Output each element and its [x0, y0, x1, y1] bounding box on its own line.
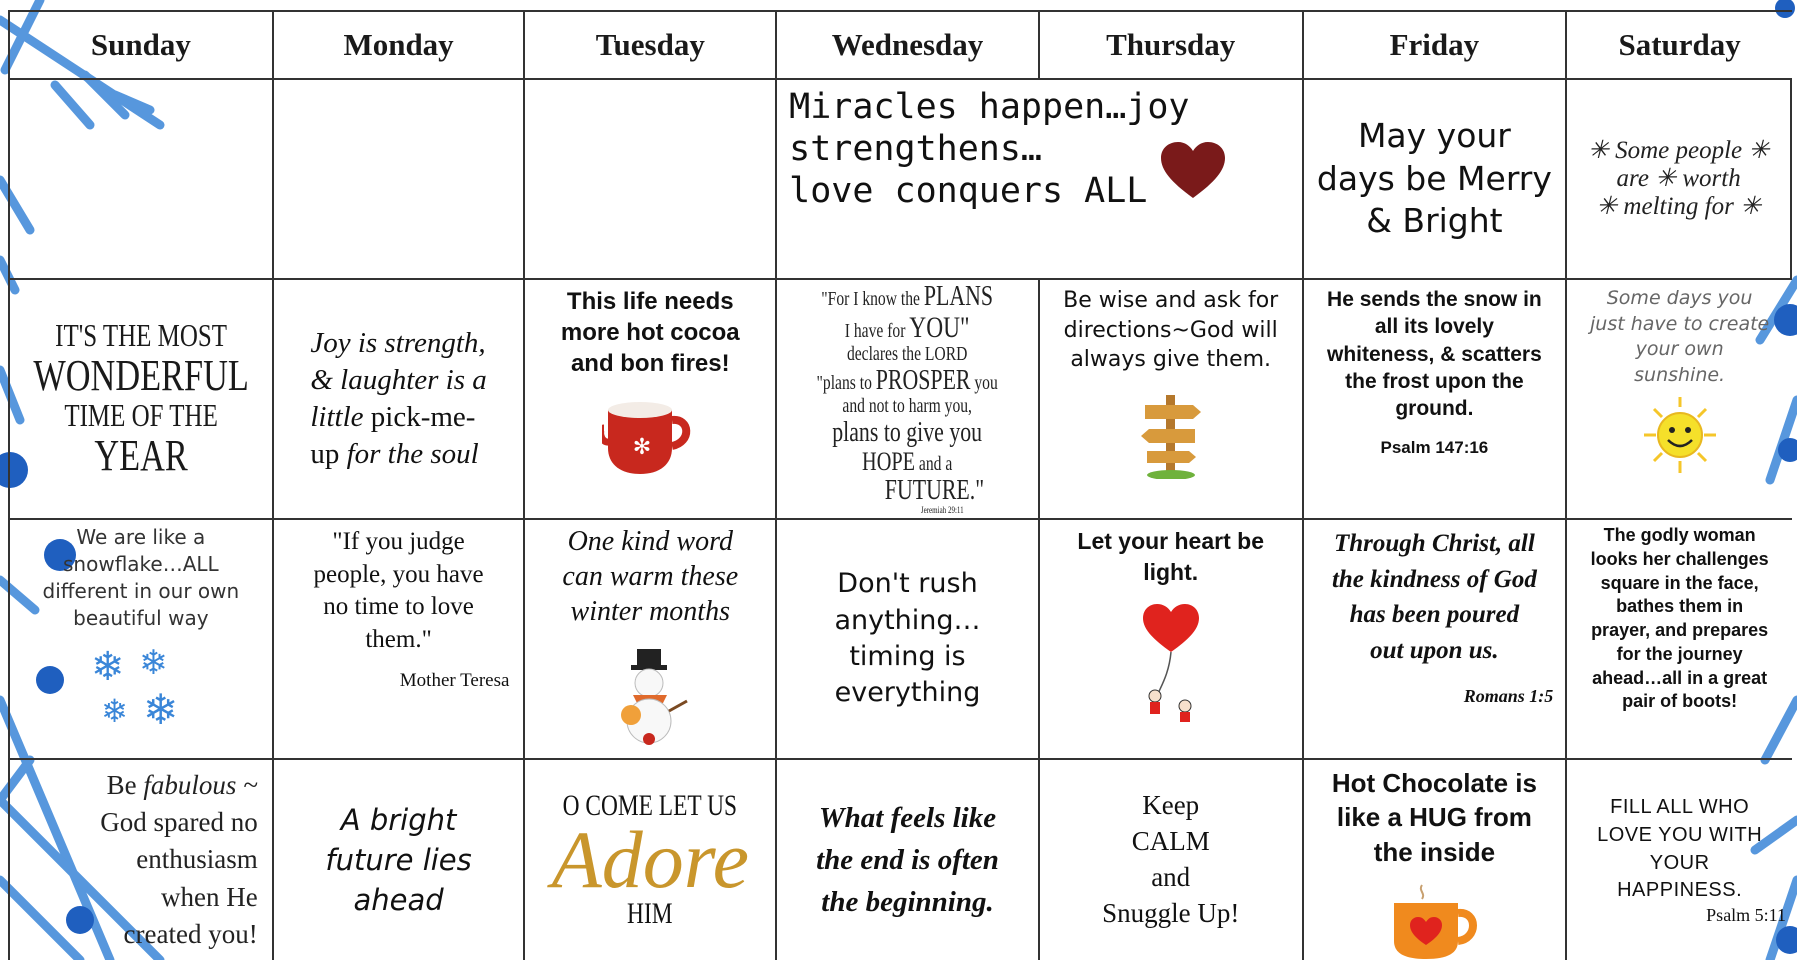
- quote-line: the end is often: [816, 843, 999, 876]
- cell-w3-friday: [1304, 520, 1568, 760]
- quote-line: for the journey: [1616, 643, 1743, 664]
- quote-line: [817, 282, 998, 312]
- cell-w4-sunday: [10, 760, 274, 960]
- cell-w3-tuesday: [525, 520, 777, 760]
- quote-line: out upon us.: [1370, 636, 1499, 664]
- quote-line: [100, 767, 257, 804]
- quote-line: strengthens…: [789, 129, 1043, 169]
- quote-line: CALM: [1131, 826, 1210, 857]
- cell-w1-friday: [1304, 80, 1568, 280]
- quote-line: looks her challenges: [1590, 548, 1769, 569]
- quote-line: Adore: [551, 814, 749, 906]
- day-label: Sunday: [90, 27, 191, 62]
- quote-text: melting for: [1623, 193, 1734, 220]
- quote-line: days be Merry: [1316, 158, 1552, 198]
- quote-text: HOPE: [862, 447, 916, 477]
- quote-text: Be: [106, 769, 137, 800]
- quote-line: everything: [834, 677, 981, 709]
- quote-text: up: [310, 437, 340, 470]
- quote-line: the frost upon the: [1345, 369, 1524, 393]
- svg-text:❄: ❄: [138, 643, 168, 683]
- quote-line: your own: [1635, 338, 1724, 361]
- quote-line: Snuggle Up!: [1102, 897, 1240, 928]
- cell-w4-thursday: [1040, 760, 1304, 960]
- cell-w2-sunday: [10, 280, 274, 520]
- quote-line: the beginning.: [821, 886, 994, 919]
- quote-line: Miracles happen…joy: [789, 87, 1190, 127]
- cell-w3-sunday: [10, 520, 274, 760]
- quote-line: [817, 448, 998, 476]
- hot-chocolate-mug-icon: [1384, 883, 1484, 959]
- quote-line: Keep: [1142, 790, 1200, 821]
- day-label: Wednesday: [831, 27, 984, 62]
- quote-line: HIM: [627, 896, 674, 930]
- quote-line: created you!: [123, 918, 258, 949]
- quote-text: you: [974, 372, 999, 395]
- svg-text:❄: ❄: [90, 644, 125, 690]
- quote-text: PLANS: [924, 280, 994, 312]
- quote-line: "If you judge: [332, 528, 465, 555]
- reference: Psalm 5:11: [1706, 904, 1787, 925]
- quote-line: Let your heart be: [1077, 528, 1264, 554]
- day-label: Tuesday: [595, 27, 705, 62]
- quote-text: fabulous ~: [143, 769, 258, 800]
- quote-line: different in our own: [42, 579, 240, 603]
- day-label: Saturday: [1618, 27, 1741, 62]
- quote-line: ✳ Some people ✳: [1587, 137, 1770, 164]
- header-monday: [274, 12, 526, 80]
- quote-text: "plans to: [816, 372, 873, 395]
- cell-w4-wednesday: [777, 760, 1040, 960]
- quote-line: future lies: [325, 842, 472, 877]
- quote-line: and not to harm you,: [842, 395, 973, 418]
- quote-line: plans to give you: [832, 416, 983, 448]
- cell-w1-tuesday: [525, 80, 777, 280]
- cell-w1-monday: [274, 80, 526, 280]
- header-friday: [1304, 12, 1568, 80]
- quote-line: the inside: [1373, 836, 1496, 867]
- quote-line: WONDERFUL: [33, 350, 249, 400]
- quote-line: Through Christ, all: [1334, 530, 1535, 557]
- quote-line: YOUR: [1649, 851, 1710, 874]
- header-tuesday: [525, 12, 777, 80]
- quote-line: all its lovely: [1374, 315, 1494, 339]
- quote-text: are: [1616, 165, 1649, 192]
- quote-line: love conquers ALL: [789, 171, 1148, 211]
- quote-line: bathes them in: [1616, 596, 1744, 617]
- monthly-calendar: [8, 10, 1792, 960]
- quote-line: LOVE YOU WITH: [1597, 823, 1763, 846]
- cell-w4-monday: [274, 760, 526, 960]
- quote-line: when He: [161, 881, 258, 912]
- snowman-icon: [605, 645, 695, 745]
- quote-line: just have to create: [1590, 312, 1770, 335]
- quote-line: ground.: [1395, 397, 1474, 421]
- svg-text:✻: ✻: [633, 434, 652, 460]
- quote-line: IT'S THE MOST: [54, 317, 227, 354]
- quote-line: people, you have: [313, 560, 484, 588]
- quote-line: winter months: [570, 596, 730, 627]
- cell-w3-monday: [274, 520, 526, 760]
- quote-line: directions~God will: [1063, 317, 1278, 343]
- cell-w3-thursday: [1040, 520, 1304, 760]
- quote-line: May your: [1357, 115, 1511, 155]
- day-label: Monday: [343, 27, 454, 62]
- quote-line: We are like a: [76, 525, 206, 549]
- heart-icon: [1161, 142, 1225, 200]
- quote-line: prayer, and prepares: [1591, 620, 1769, 640]
- header-thursday: [1040, 12, 1304, 80]
- quote-line: The godly woman: [1603, 525, 1756, 545]
- quote-line: ahead…all in a great: [1592, 667, 1768, 688]
- quote-line: anything…: [834, 604, 981, 636]
- cell-w1-sunday: [10, 80, 274, 280]
- quote-line: [817, 366, 998, 396]
- quote-line: Hot Chocolate is: [1331, 768, 1537, 798]
- mug-icon: [602, 398, 698, 478]
- quote-line: [817, 312, 998, 344]
- quote-line: ✳ melting for ✳: [1596, 193, 1762, 220]
- quote-line: and: [1151, 862, 1191, 892]
- quote-line: [310, 436, 486, 473]
- quote-line: like a HUG from: [1336, 802, 1532, 833]
- quote-line: pair of boots!: [1622, 691, 1738, 712]
- header-saturday: [1567, 12, 1792, 80]
- quote-text: Some people: [1615, 137, 1743, 164]
- quote-line: HAPPINESS.: [1617, 879, 1743, 902]
- cell-w2-friday: [1304, 280, 1568, 520]
- quote-text: PROSPER: [876, 365, 971, 397]
- week-row-2: [10, 280, 1792, 520]
- reference: Jeremiah 29:11: [921, 505, 964, 516]
- quote-author: Mother Teresa: [399, 670, 510, 691]
- quote-line: them.": [365, 625, 432, 653]
- week-row-4: [10, 760, 1792, 960]
- balloon-heart-icon: [1121, 604, 1221, 724]
- quote-text: I have for: [845, 320, 906, 343]
- day-label: Thursday: [1106, 27, 1236, 62]
- quote-line: O COME LET US: [563, 789, 738, 823]
- svg-text:❄: ❄: [100, 692, 128, 728]
- quote-line: YEAR: [94, 430, 188, 480]
- quote-line: FUTURE.": [885, 475, 985, 507]
- quote-line: What feels like: [818, 801, 997, 834]
- quote-line: can warm these: [562, 561, 739, 592]
- quote-line: Joy is strength,: [310, 327, 486, 360]
- quote-text: little: [310, 401, 364, 433]
- cell-w2-wednesday: [777, 280, 1040, 520]
- quote-text: for the soul: [339, 437, 479, 470]
- quote-line: One kind word: [567, 526, 733, 557]
- quote-line: & laughter is a: [310, 364, 487, 397]
- reference: Psalm 147:16: [1380, 438, 1489, 458]
- signpost-icon: [1131, 389, 1211, 479]
- header-sunday: [10, 12, 274, 80]
- quote-line: [310, 399, 486, 436]
- quote-line: TIME OF THE: [64, 397, 218, 433]
- header-wednesday: [777, 12, 1040, 80]
- cell-w3-saturday: [1567, 520, 1792, 760]
- quote-line: timing is: [849, 641, 966, 672]
- cell-w2-saturday: [1567, 280, 1792, 520]
- cell-w2-monday: [274, 280, 526, 520]
- week-row-3: [10, 520, 1792, 760]
- quote-line: light.: [1143, 559, 1199, 586]
- quote-line: ahead: [353, 883, 444, 917]
- cell-w3-wednesday: [777, 520, 1040, 760]
- weekday-header-row: [10, 12, 1792, 80]
- quote-line: FILL ALL WHO: [1610, 796, 1750, 819]
- quote-text: pick-me-: [363, 401, 476, 433]
- cell-w1-saturday: [1567, 80, 1792, 280]
- cell-w4-friday: [1304, 760, 1568, 960]
- quote-line: no time to love: [323, 593, 474, 620]
- quote-line: beautiful way: [73, 606, 209, 630]
- quote-line: God spared no: [100, 807, 258, 838]
- quote-text: worth: [1682, 165, 1741, 192]
- week-row-1: [10, 80, 1792, 280]
- day-label: Friday: [1389, 27, 1480, 62]
- cell-w2-thursday: [1040, 280, 1304, 520]
- quote-line: He sends the snow in: [1327, 288, 1542, 311]
- quote-line: sunshine.: [1634, 363, 1726, 386]
- snowflake-icon: [81, 638, 201, 728]
- quote-line: Don't rush: [837, 568, 978, 600]
- quote-text: and a: [919, 453, 953, 476]
- quote-line: whiteness, & scatters: [1327, 342, 1542, 366]
- quote-line: square in the face,: [1600, 572, 1759, 593]
- cell-w1-wednesday: [777, 80, 1303, 280]
- cell-w2-tuesday: [525, 280, 777, 520]
- quote-line: the kindness of God: [1331, 565, 1537, 593]
- sun-icon: [1630, 395, 1730, 475]
- quote-line: enthusiasm: [136, 844, 258, 875]
- cell-w4-tuesday: [525, 760, 777, 960]
- quote-line: A bright: [340, 802, 457, 837]
- quote-line: has been poured: [1349, 601, 1520, 628]
- quote-line: & Bright: [1366, 201, 1503, 241]
- quote-line: declares the LORD: [847, 343, 968, 366]
- svg-text:❄: ❄: [142, 685, 179, 728]
- quote-line: Some days you: [1606, 287, 1753, 309]
- quote-text: YOU": [909, 311, 970, 345]
- quote-line: This life needs: [566, 288, 734, 315]
- quote-line: snowflake…ALL: [63, 552, 219, 576]
- quote-line: Be wise and ask for: [1063, 288, 1279, 313]
- quote-line: and bon fires!: [570, 350, 730, 378]
- quote-line: always give them.: [1070, 347, 1272, 373]
- quote-text: "For I know the: [821, 287, 921, 310]
- cell-w4-saturday: [1567, 760, 1792, 960]
- quote-line: are ✳ worth: [1616, 165, 1741, 192]
- quote-line: more hot cocoa: [560, 319, 740, 347]
- reference: Romans 1:5: [1463, 686, 1554, 706]
